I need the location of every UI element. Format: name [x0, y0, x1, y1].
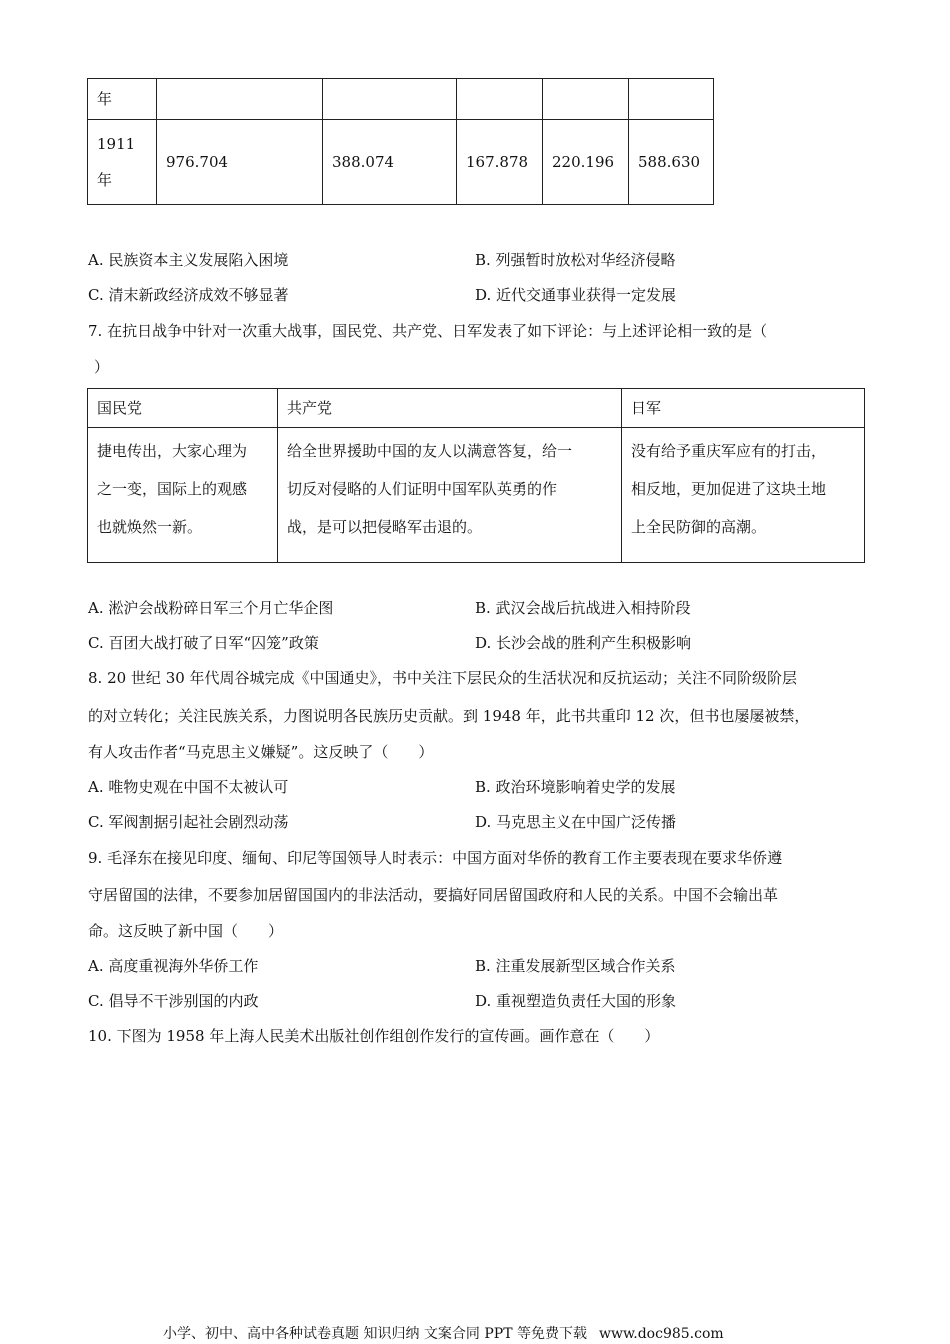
table-row [88, 428, 865, 563]
cell-line: 捷电传出，大家心理为 [97, 442, 248, 460]
table-cell-japan [622, 428, 865, 563]
year-char: 年 [97, 171, 113, 189]
cell-line: 给全世界援助中国的友人以满意答复，给一 [287, 442, 573, 460]
q9-option-c: C. 倡导不干涉别国的内政 [88, 992, 259, 1010]
table-cell: 976.704 [157, 120, 323, 205]
q8-option-c: C. 军阀割据引起社会剧烈动荡 [88, 813, 289, 831]
table-cell: 388.074 [323, 120, 457, 205]
q9-stem-line3: 命。这反映了新中国（ ） [88, 922, 284, 940]
table-cell-kmt [88, 428, 278, 563]
q6-option-d: D. 近代交通事业获得一定发展 [475, 286, 677, 304]
q6-option-b: B. 列强暂时放松对华经济侵略 [475, 251, 676, 269]
q7-option-c: C. 百团大战打破了日军“囚笼”政策 [88, 634, 319, 652]
cell-line: 也就焕然一新。 [97, 518, 203, 536]
comment-table [87, 388, 865, 563]
table-cell [157, 79, 323, 120]
q8-stem-line1: 8. 20 世纪 30 年代周谷城完成《中国通史》，书中关注下层民众的生活状况和反抗运动；关注不同阶级阶层 [88, 669, 798, 687]
table-cell: 588.630 [629, 120, 714, 205]
q9-option-b: B. 注重发展新型区域合作关系 [475, 957, 676, 975]
q7-stem-line2: ） [94, 358, 110, 376]
table-cell-year: 年 [88, 79, 157, 120]
table-header-cpc: 共产党 [278, 389, 622, 428]
q8-stem-line3: 有人攻击作者“马克思主义嫌疑”。这反映了（ ） [88, 743, 434, 761]
table-header-kmt: 国民党 [88, 389, 278, 428]
table-cell: 167.878 [457, 120, 543, 205]
q6-option-a: A. 民族资本主义发展陷入困境 [88, 251, 289, 269]
page-footer [163, 1325, 724, 1343]
table-cell-year [88, 120, 157, 205]
footer-text: 小学、初中、高中各种试卷真题 知识归纳 文案合同 PPT 等免费下载 [163, 1326, 587, 1342]
cell-line: 战，是可以把侵略军击退的。 [287, 518, 483, 536]
q8-stem-line2: 的对立转化；关注民族关系，力图说明各民族历史贡献。到 1948 年，此书共重印 12 次，但书也屡屡被禁， [88, 707, 810, 725]
table-cell-cpc [278, 428, 622, 563]
table-cell: 220.196 [543, 120, 629, 205]
footer-url[interactable]: www.doc985.com [598, 1326, 724, 1342]
cell-line: 相反地，更加促进了这块土地 [631, 480, 827, 498]
q8-option-d: D. 马克思主义在中国广泛传播 [475, 813, 677, 831]
q8-option-b: B. 政治环境影响着史学的发展 [475, 778, 676, 796]
cell-line: 上全民防御的高潮。 [631, 518, 767, 536]
q10-stem: 10. 下图为 1958 年上海人民美术出版社创作组创作发行的宣传画。画作意在（ ） [88, 1027, 660, 1045]
q7-stem-line1: 7. 在抗日战争中针对一次重大战事，国民党、共产党、日军发表了如下评论：与上述评论相一致的是（ [88, 322, 768, 340]
q7-option-d: D. 长沙会战的胜利产生积极影响 [475, 634, 692, 652]
q8-option-a: A. 唯物史观在中国不太被认可 [88, 778, 289, 796]
table-header-row [88, 389, 865, 428]
table-cell [457, 79, 543, 120]
cell-line: 没有给予重庆军应有的打击， [631, 442, 827, 460]
q9-stem-line2: 守居留国的法律，不要参加居留国国内的非法活动，要搞好同居留国政府和人民的关系。中国不会输出革 [88, 886, 779, 904]
table-cell [629, 79, 714, 120]
cell-line: 切反对侵略的人们证明中国军队英勇的作 [287, 480, 558, 498]
table-cell [543, 79, 629, 120]
table-row [88, 79, 714, 120]
q6-option-c: C. 清末新政经济成效不够显著 [88, 286, 289, 304]
table-cell [323, 79, 457, 120]
table-row [88, 120, 714, 205]
q9-stem-line1: 9. 毛泽东在接见印度、缅甸、印尼等国领导人时表示：中国方面对华侨的教育工作主要表现在要求华侨遵 [88, 849, 783, 867]
q9-option-a: A. 高度重视海外华侨工作 [88, 957, 259, 975]
q7-option-b: B. 武汉会战后抗战进入相持阶段 [475, 599, 691, 617]
year-number: 1911 [97, 135, 136, 153]
table-header-japan: 日军 [622, 389, 865, 428]
q9-option-d: D. 重视塑造负责任大国的形象 [475, 992, 677, 1010]
cell-line: 之一变，国际上的观感 [97, 480, 248, 498]
q7-option-a: A. 淞沪会战粉碎日军三个月亡华企图 [88, 599, 334, 617]
data-table [87, 78, 714, 205]
